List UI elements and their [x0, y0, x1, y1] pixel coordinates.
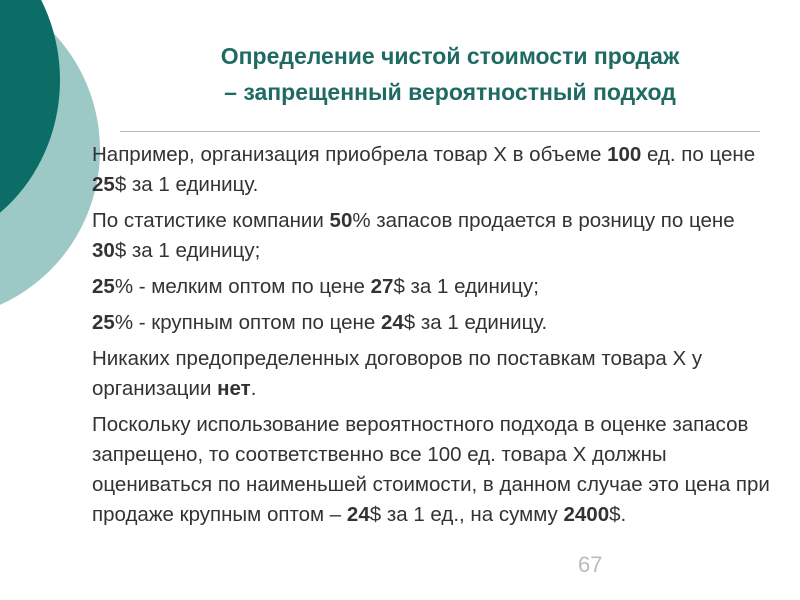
- bold-value: нет: [217, 377, 251, 400]
- text-segment: ед. по цене: [641, 143, 756, 166]
- slide-title: [110, 38, 790, 110]
- bold-value: 2400: [563, 503, 610, 526]
- text-segment: $ за 1 единицу;: [114, 239, 261, 262]
- bold-value: 24: [346, 503, 370, 526]
- text-segment: Поскольку использование вероятностного подхода в оценке запасов запрещено, то соответственно все 100 ед. товара Х должны оцениваться по наименьшей стоимости, в данном случае это цена при продаже крупным оптом –: [92, 413, 770, 526]
- text-segment: Например, организация приобрела товар Х в объеме: [92, 143, 608, 166]
- bold-value: 30: [92, 239, 115, 262]
- title-line-1: Определение чистой стоимости продаж: [220, 43, 680, 69]
- body-paragraph: [92, 272, 772, 302]
- slide-body: [92, 140, 772, 536]
- text-segment: .: [250, 377, 257, 400]
- body-paragraph: [92, 140, 772, 200]
- text-segment: $.: [609, 503, 627, 526]
- text-segment: По статистике компании: [92, 209, 330, 232]
- text-segment: Никаких предопределенных договоров по поставкам товара Х у организации: [92, 347, 703, 400]
- title-line-2: – запрещенный вероятностный подход: [224, 79, 676, 105]
- bold-value: 25: [92, 311, 115, 334]
- text-segment: % - мелким оптом по цене: [114, 275, 371, 298]
- text-segment: $ за 1 ед., на сумму: [369, 503, 564, 526]
- bold-value: 25: [92, 275, 115, 298]
- bold-value: 24: [380, 311, 404, 334]
- title-divider: [120, 131, 760, 132]
- bold-value: 27: [370, 275, 394, 298]
- text-segment: $ за 1 единицу.: [114, 173, 259, 196]
- body-paragraph: [92, 344, 772, 404]
- bold-value: 25: [92, 173, 115, 196]
- text-segment: $ за 1 единицу.: [403, 311, 548, 334]
- text-segment: $ за 1 единицу;: [393, 275, 539, 298]
- body-paragraph: [92, 206, 772, 266]
- body-paragraph: [92, 308, 772, 338]
- bold-value: 100: [607, 143, 642, 166]
- body-paragraph: [92, 410, 772, 530]
- text-segment: % - крупным оптом по цене: [114, 311, 381, 334]
- page-number: 67: [578, 552, 603, 577]
- bold-value: 50: [329, 209, 353, 232]
- text-segment: % запасов продается в розницу по цене: [352, 209, 735, 232]
